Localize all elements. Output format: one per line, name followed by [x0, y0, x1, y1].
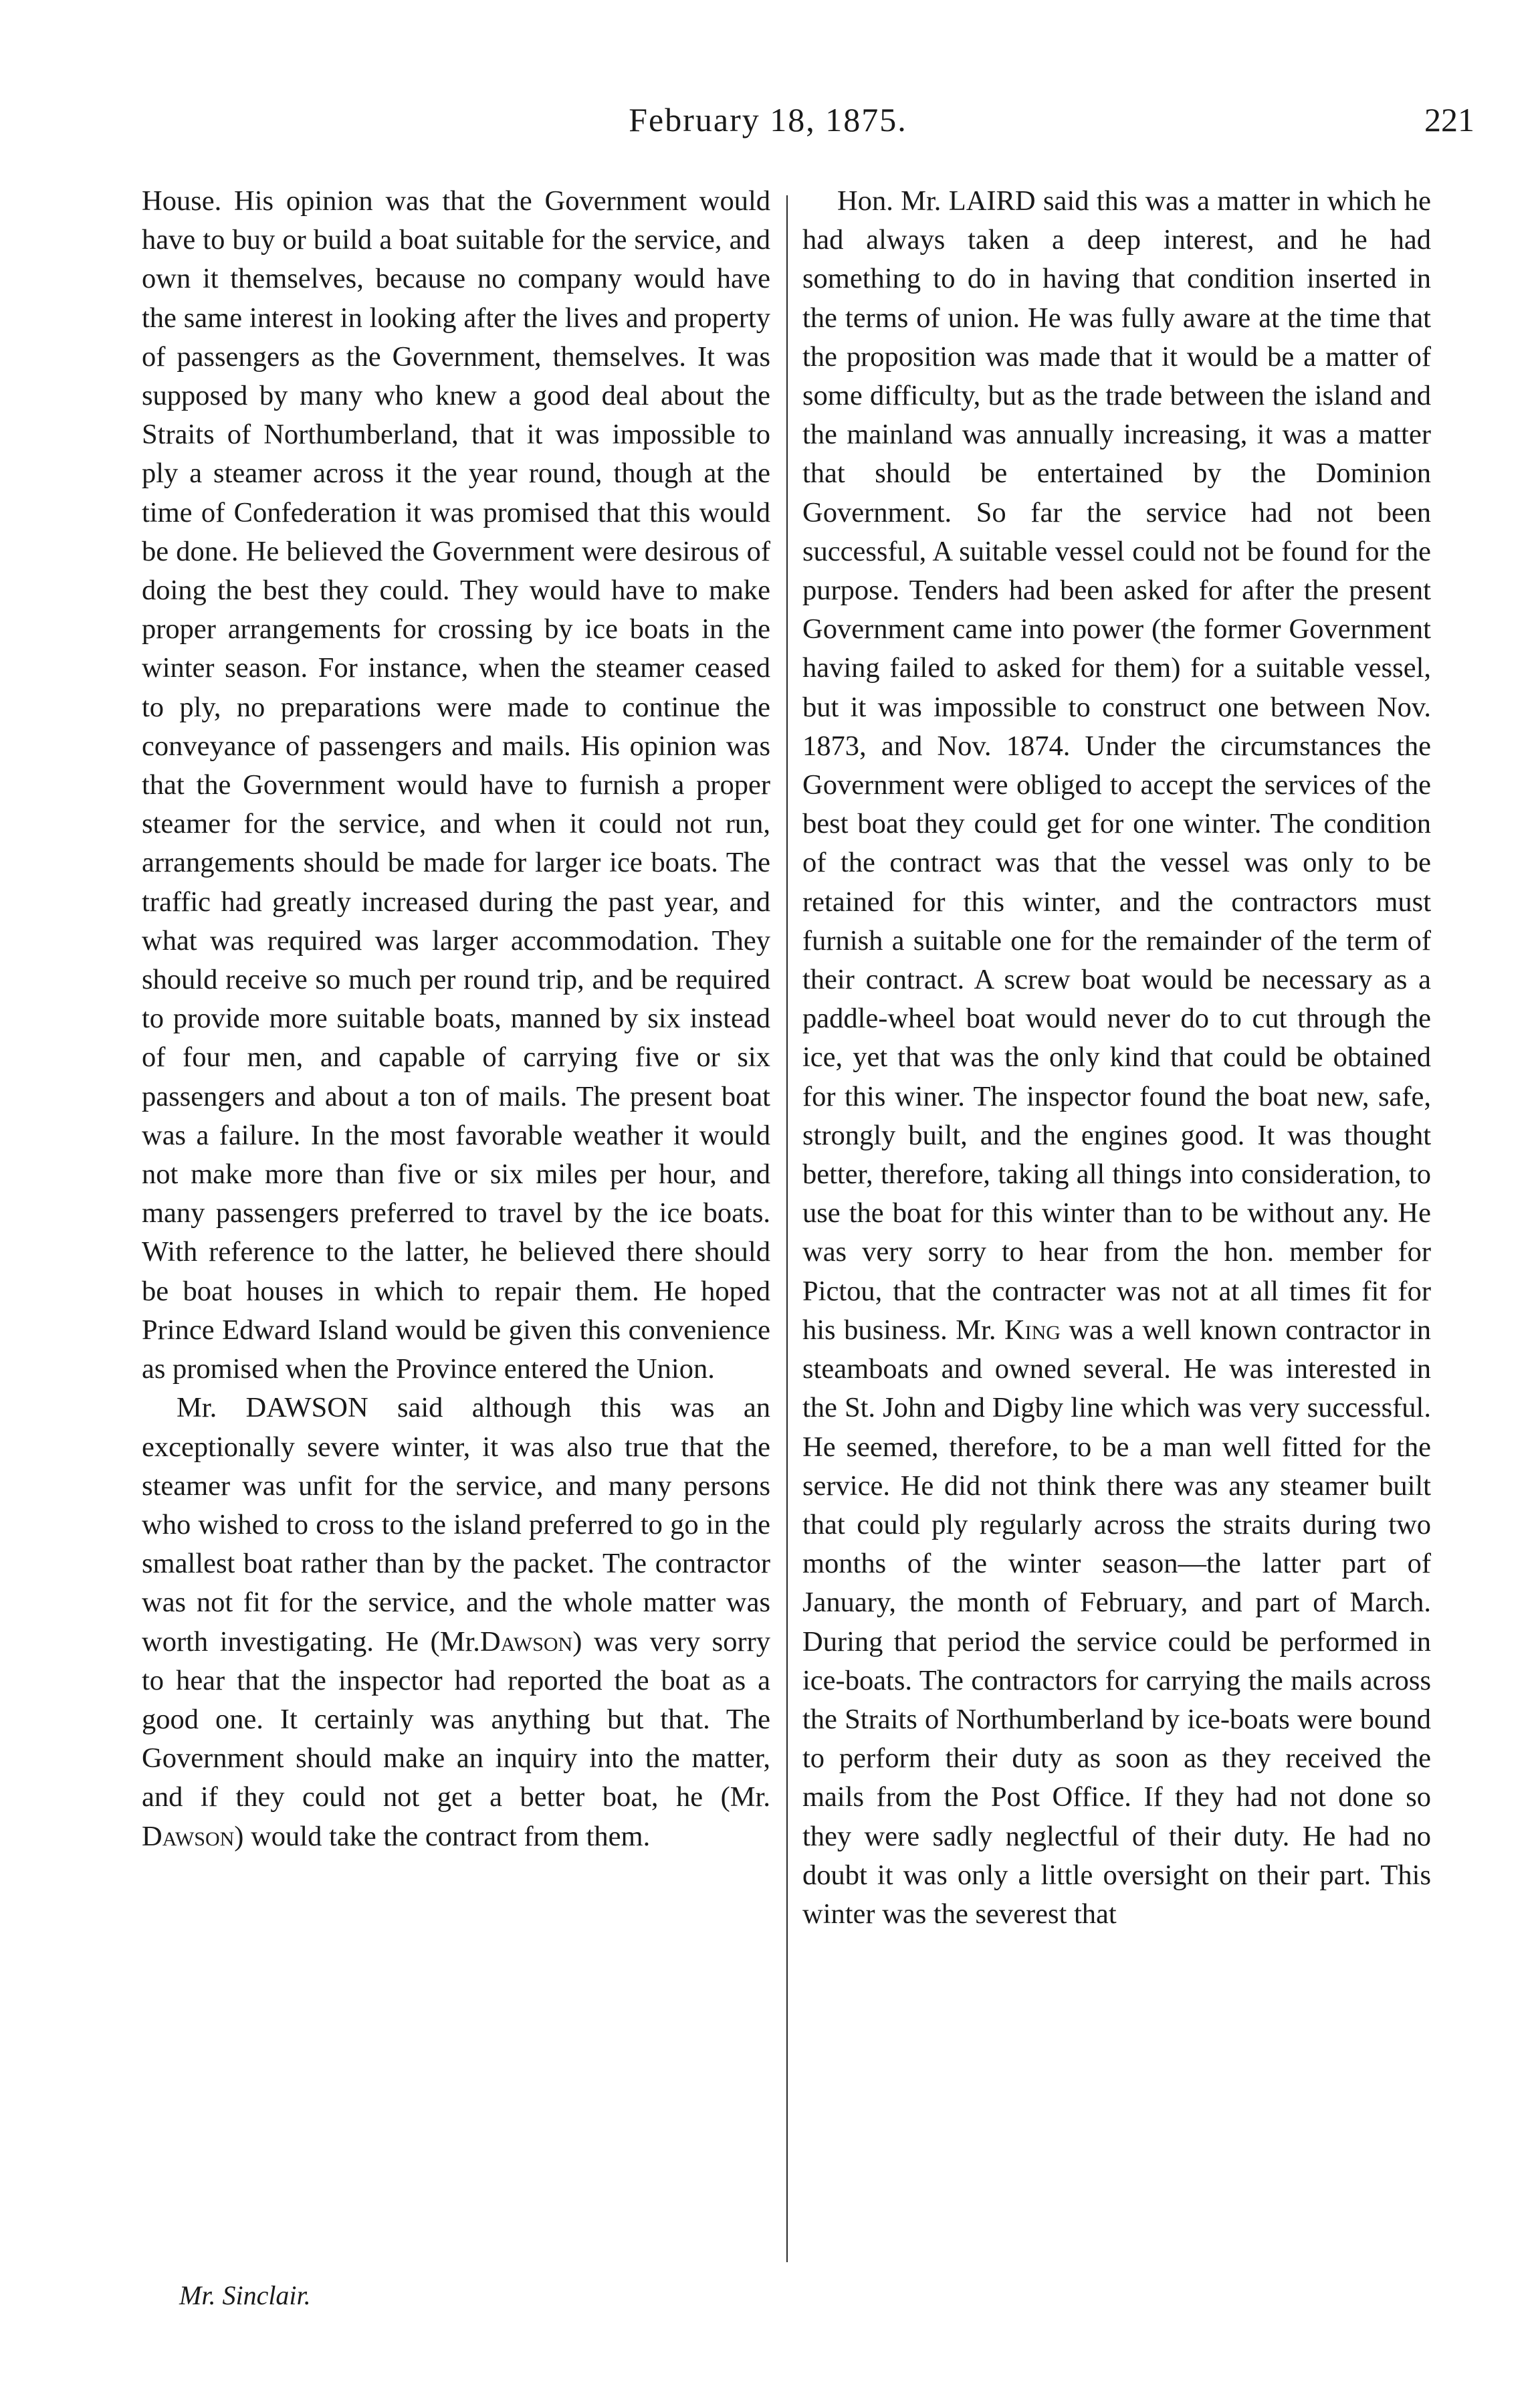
footer-signature: Mr. Sinclair. — [179, 2280, 311, 2310]
paragraph-right-1 — [802, 182, 1431, 1934]
speaker-name: Dawson — [142, 1820, 235, 1852]
person-name: King — [1004, 1314, 1061, 1346]
left-column — [142, 182, 770, 1856]
paragraph-left-1: House. His opinion was that the Government would have to buy or build a boat suitable for the service, and own it themselves, because no company would have the same interest in looking after the lives and property of passengers as the Government, themselves. It was supposed by many who knew a good deal about the Straits of Northumberland, that it was impossible to ply a steamer across it the year round, though at the time of Confederation it was promised that this would be done. He believed the Government were desirous of doing the best they could. They would have to make proper arrangements for crossing by ice boats in the winter season. For instance, when the steamer ceased to ply, no preparations were made to continue the conveyance of passengers and mails. His opinion was that the Government would have to furnish a proper steamer for the service, and when it could not run, arrangements should be made for larger ice boats. The traffic had greatly increased during the past year, and what was required was larger accommodation. They should receive so much per round trip, and be required to provide more suitable boats, manned by six instead of four men, and capable of carrying five or six passengers and about a ton of mails. The present boat was a failure. In the most favorable weather it would not make more than five or six miles per hour, and many passengers preferred to travel by the ice boats. With reference to the latter, he believed there should be boat houses in which to repair them. He hoped Prince Edward Island would be given this convenience as promised when the Province entered the Union. — [142, 185, 770, 1385]
paragraph-left-2 — [142, 1389, 770, 1855]
text-segment: ) was very sorry to hear that the inspector had reported the boat as a good one. It certainly was anything but that. The Government should make an inquiry into the matter, and if they could not get a better boat, he (Mr. — [142, 1625, 771, 1813]
page-number: 221 — [1424, 101, 1474, 138]
speaker-name: Dawson — [479, 1625, 573, 1658]
right-column — [802, 182, 1431, 1934]
column-divider — [786, 195, 788, 2262]
text-segment: Mr. DAWSON said although this was an exceptionally severe winter, it was also true that the steamer was unfit for the service, and many persons who wished to cross to the island preferred to go in the smallest boat rather than by the packet. The contractor was not fit for the service, and the whole matter was worth investigating. He (Mr. — [142, 1392, 770, 1658]
text-segment: ) would take the contract from them. — [234, 1820, 651, 1852]
text-segment: Hon. Mr. LAIRD said this was a matter in which he had always taken a deep interest, and he had something to do in having that condition inserted in the terms of union. He was fully aware at the time that the proposition was made that it would be a matter of some difficulty, but as the trade between the island and the mainland was annually increasing, it was a matter that should be entertained by the Dominion Government. So far the service had not been successful, A suitable vessel could not be found for the purpose. Tenders had been asked for after the present Government came into power (the former Government having failed to asked for them) for a suitable vessel, but it was impossible to construct one between Nov. 1873, and Nov. 1874. Under the circumstances the Government were obliged to accept the services of the best boat they could get for one winter. The condition of the contract was that the vessel was only to be retained for this winter, and the contractors must furnish a suitable one for the remainder of the term of their contract. A screw boat would be necessary as a paddle-wheel boat would never do to cut through the ice, yet that was the only kind that could be obtained for this winer. The inspector found the boat new, safe, strongly built, and the engines good. It was thought better, therefore, taking all things into consideration, to use the boat for this winter than to be without any. He was very sorry to hear from the hon. member for Pictou, that the contracter was not at all times fit for his business. Mr. — [802, 185, 1431, 1346]
text-segment: was a well known contractor in steamboats and owned several. He was interested in the St. John and Digby line which was very successful. He seemed, therefore, to be a man well fitted for the service. He did not think there was any steamer built that could ply regularly across the straits during two months of the winter season—the latter part of January, the month of February, and part of March. During that period the service could be performed in ice-boats. The contractors for carrying the mails across the Straits of Northumberland by ice-boats were bound to perform their duty as soon as they received the mails from the Post Office. If they had not done so they were sadly neglectful of their duty. He had no doubt it was only a little oversight on their part. This winter was the severest that — [802, 1314, 1431, 1930]
page-header-date: February 18, 1875. — [629, 101, 907, 138]
